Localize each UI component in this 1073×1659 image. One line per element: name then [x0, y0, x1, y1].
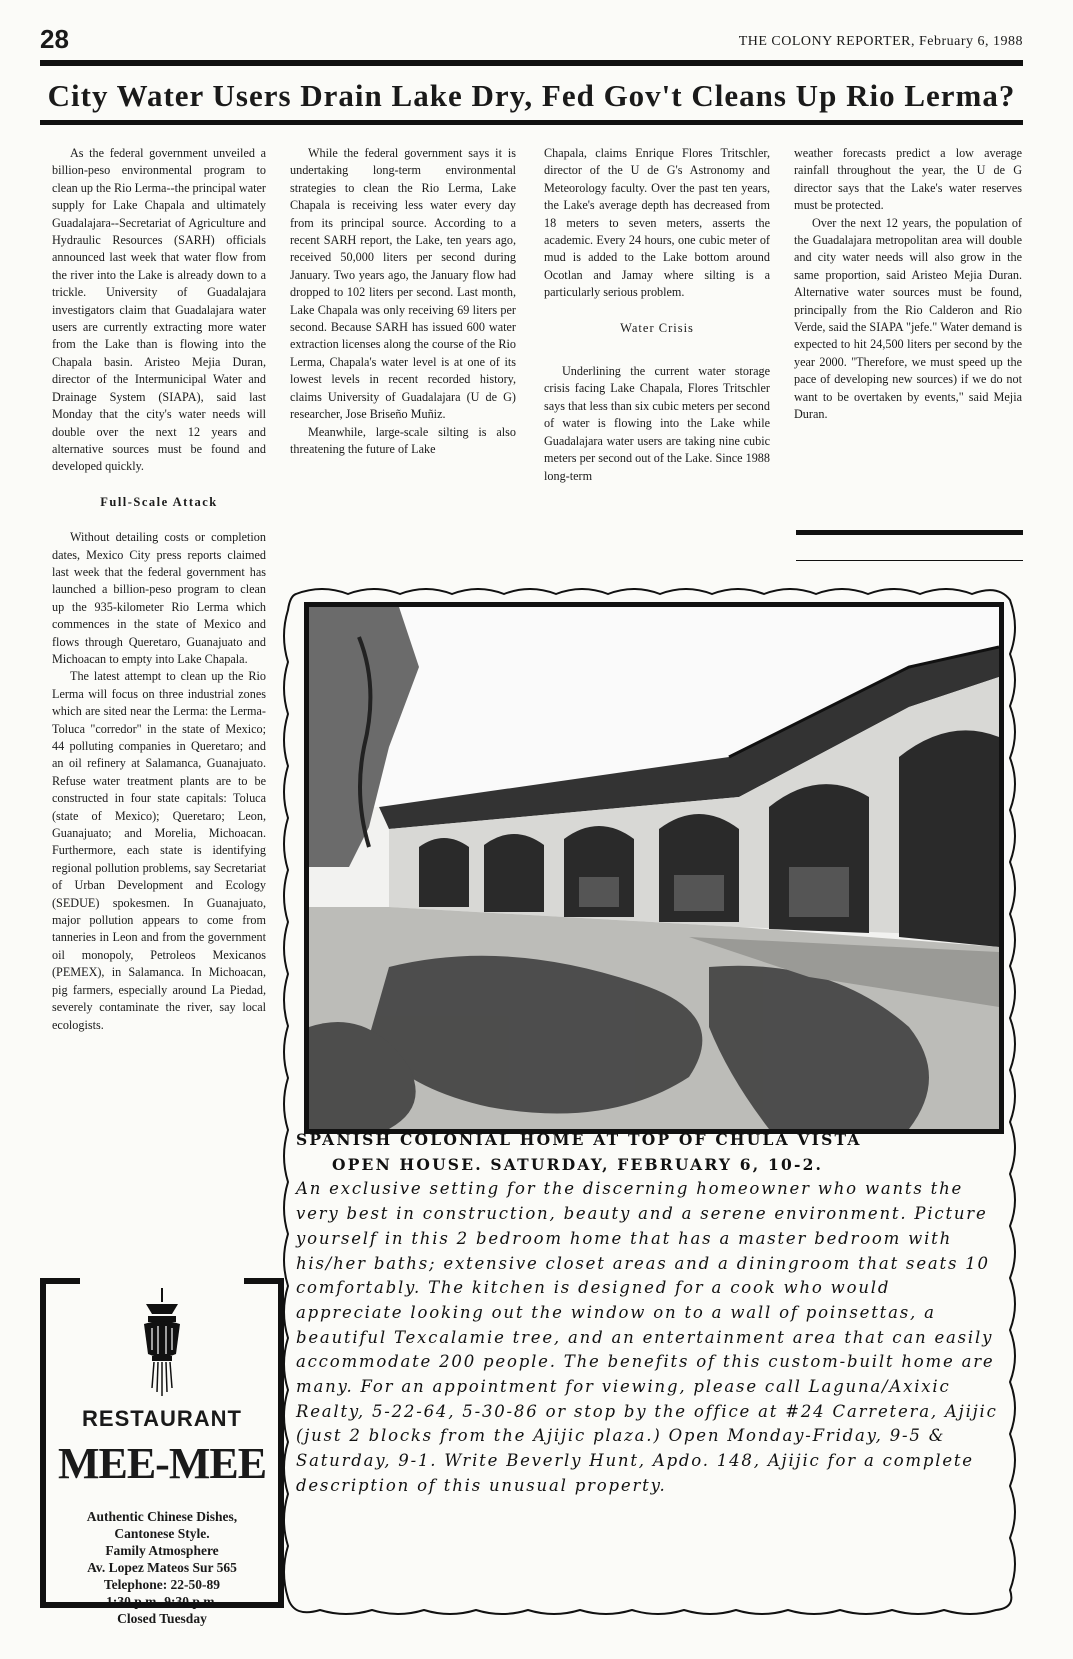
top-rule — [40, 60, 1023, 66]
article-column-2 — [290, 145, 516, 458]
ad-border-bottom — [40, 1602, 284, 1608]
restaurant-label: RESTAURANT — [82, 1406, 242, 1431]
page-number: 28 — [40, 24, 69, 54]
headline: City Water Users Drain Lake Dry, Fed Gov't Cleans Up Rio Lerma? — [47, 78, 1016, 113]
article-paragraph: Chapala, claims Enrique Flores Tritschler, director of the U de G's Astronomy and Meteorology faculty. Over the past ten years, the Lake's average depth has decreased from 18 meters to seven meters, asserts the academic. Every 24 hours, one cubic meter of mud is added to the Lake bottom around Ocotlan and Jamay where silting is a particularly serious problem. — [544, 146, 770, 300]
article-paragraph: While the federal government says it is undertaking long-term environmental strategies to clean the Rio Lerma, Lake Chapala is receiving less water every day from its principal source. According to a recent SARH report, the Lake, ten years ago, received 50,000 liters per second during January. Two years ago, the January flow had dropped to 102 liters per second. Last month, Lake Chapala was only receiving 69 liters per second. Because SARH has issued 600 water extraction licenses along the course of the Rio Lerma, Chapala's water level is at one of its lowest levels in recent recorded history, claims University of Guadalajara (U de G) researcher, Jose Briseño Muñiz. — [290, 146, 516, 422]
article-paragraph: Over the next 12 years, the population of the Guadalajara metropolitan area will double and city water needs will also grow in the same proportion, said Aristeo Mejia Duran. Alternative water sources must be found, principally from the Rio Calderon and Rio Verde, said the SIAPA "jefe." Water demand is expected to hit 24,500 liters per second by the year 2000. "Therefore, we must speed up the pace of developing new sources) if we do not want to be overtaken by events," said Mejia Duran. — [794, 215, 1022, 422]
headline-rule — [40, 120, 1023, 125]
restaurant-phone: Telephone: 22-50-89 — [103, 1577, 221, 1592]
article-paragraph: Meanwhile, large-scale silting is also threatening the future of Lake — [290, 424, 516, 456]
subhead-water-crisis: Water Crisis — [620, 320, 694, 335]
ad-caption-open-house: OPEN HOUSE. SATURDAY, FEBRUARY 6, 10-2. — [332, 1154, 824, 1174]
masthead: THE COLONY REPORTER, February 6, 1988 — [738, 34, 1023, 49]
article-paragraph: The latest attempt to clean up the Rio Lerma will focus on three industrial zones which are sited near the Lerma: the Lerma-Toluca "corredor" in the state of Mexico; 44 polluting companies in Queretaro; and an oil refinery at Salamanca, Guanajuato. Refuse water treatment plants are to be constructed in four state capitals: Toluca (state of Mexico); Queretaro; Leon, Guanajuato; and Morelia, Michoacan. Furthermore, each state is identifying regional pollution problems, say Secretariat of Urban Development and Ecology (SEDUE) spokesmen. In Guanajuato, major pollution appears to come from tanneries in Leon and from the government oil monopoly, Petroleos Mexicanos (PEMEX), in Salamanca. In Michoacan, pig farmers, especially around La Piedad, severely contaminate the river, say local ecologists. — [52, 669, 266, 1032]
restaurant-info-line: Family Atmosphere — [105, 1543, 219, 1558]
article-column-4 — [794, 145, 1022, 424]
real-estate-ad — [282, 588, 1024, 1616]
ad-body: An exclusive setting for the discerning homeowner who wants the very best in construction, beauty and a serene environment. Picture yourself in this 2 bedroom home that has a master bedroom with his/her baths; extensive closet areas and a diningroom that seats 10 comfortably. The kitchen is designed for a cook who would appreciate looking out the window on to a wall of poinsettas, a beautiful Texcalamie tree, and an entertainment area that can easily accommodate 200 people. The benefits of this custom-built home are many. For an appointment for viewing, please call Laguna/Axixic Realty, 5-22-64, 5-30-86 or stop by the office at #24 Carretera, Ajijic (just 2 blocks from the Ajijic plaza.) Open Monday-Friday, 9-5 & Saturday, 9-1. Write Beverly Hunt, Apdo. 148, Ajijic for a complete description of this unusual property. — [296, 1179, 998, 1495]
house-photo — [304, 602, 1004, 1134]
restaurant-address: Av. Lopez Mateos Sur 565 — [87, 1560, 237, 1575]
restaurant-closed: Closed Tuesday — [117, 1611, 207, 1626]
chinese-lantern-icon — [132, 1288, 192, 1398]
article-paragraph: As the federal government unveiled a billion-peso environmental program to clean up the Rio Lerma--the principal water supply for Lake Chapala and ultimately Guadalajara--Secretariat of Agriculture and Hydraulic Resources (SARH) officials announced last week that water flow from the river into the Lake is already down to a trickle. University of Guadalajara investigators claim that Guadalajara water users are currently extracting more water from the Lake than is flowing into the Chapala basin. Aristeo Mejia Duran, director of the Intermunicipal Water and Drainage System (SIAPA), said last Monday that the city's water needs will double over the next 12 years and alternative sources must be found and developed quickly. — [52, 146, 266, 474]
ad-border-corner — [244, 1278, 284, 1284]
article-paragraph: weather forecasts predict a low average rainfall throughout the year, the U de G director says that the Lake's water reserves must be protected. — [794, 146, 1022, 213]
ad-border-corner — [40, 1278, 80, 1284]
restaurant-name: MEE-MEE — [57, 1439, 267, 1488]
article-paragraph: Underlining the current water storage crisis facing Lake Chapala, Flores Tritschler says that less than six cubic meters per second of water is flowing into the Lake while Guadalajara water users are taking nine cubic meters per second out of the Lake. Since 1988 long-term — [544, 364, 770, 483]
column-end-rule — [796, 530, 1023, 535]
article-column-3 — [544, 145, 770, 485]
column-end-rule-thin — [796, 560, 1023, 561]
ad-caption-title: SPANISH COLONIAL HOME AT TOP OF CHULA VISTA — [296, 1130, 862, 1149]
restaurant-info — [50, 1508, 274, 1627]
ad-copy — [296, 1128, 1004, 1499]
article-column-1 — [52, 145, 266, 1034]
subhead-full-scale-attack: Full-Scale Attack — [100, 494, 218, 509]
restaurant-ad — [40, 1278, 284, 1626]
article-paragraph: Without detailing costs or completion dates, Mexico City press reports claimed last week that the federal government has launched a billion-peso program to clean up the 935-kilometer Rio Lerma which commences in the state of Mexico and flows through Queretaro, Guanajuato and Michoacan to empty into Lake Chapala. — [52, 530, 266, 666]
restaurant-info-line: Authentic Chinese Dishes, — [86, 1509, 238, 1524]
restaurant-info-line: Cantonese Style. — [114, 1526, 210, 1541]
